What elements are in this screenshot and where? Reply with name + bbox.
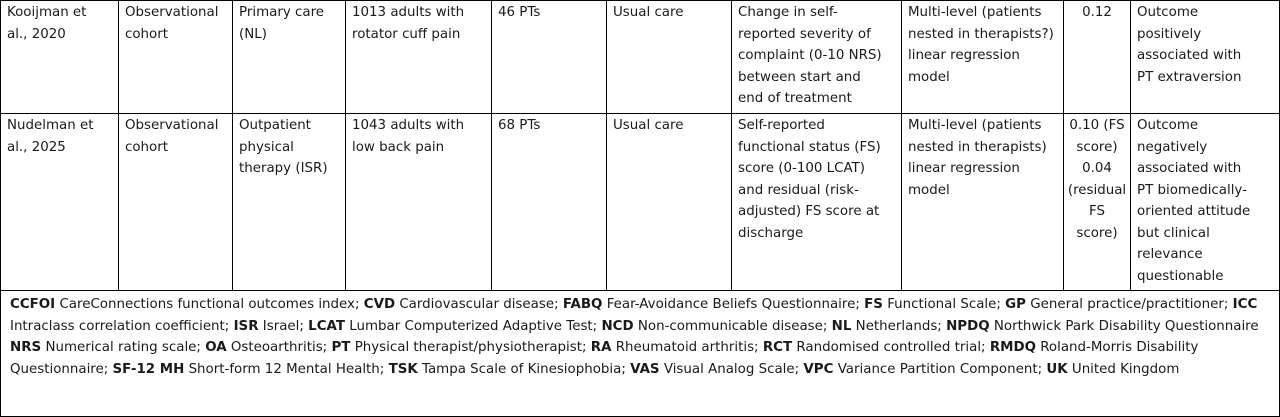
abbr-definition: Variance Partition Component; <box>837 361 1043 377</box>
finding-cell: Outcome positively associated with PT extraversion <box>1131 1 1280 114</box>
abbr-TSK <box>389 362 626 377</box>
abbr-PT <box>331 340 586 355</box>
abbr-term: PT <box>331 340 351 355</box>
abbr-definition: United Kingdom <box>1071 361 1180 377</box>
vpc-cell: 0.10 (FS score) 0.04 (residual FS score) <box>1064 114 1131 291</box>
abbr-RCT <box>763 340 986 355</box>
abbr-term: RA <box>590 340 612 355</box>
abbr-definition: Numerical rating scale; <box>45 340 201 355</box>
abbr-ISR <box>234 319 304 334</box>
table-row <box>1 114 1280 291</box>
abbr-term: NCD <box>601 318 634 334</box>
participants-cell: 1013 adults with rotator cuff pain <box>346 1 492 114</box>
design-cell: Observational cohort <box>119 114 233 291</box>
setting-cell: Primary care (NL) <box>233 1 346 114</box>
abbr-definition: Israel; <box>262 318 304 334</box>
outcome-cell: Change in self- reported severity of complaint (0-10 NRS) between start and end of treatment <box>732 1 902 114</box>
abbr-definition: Short-form 12 Mental Health; <box>188 361 385 377</box>
abbr-definition: Tampa Scale of Kinesiophobia; <box>421 361 626 377</box>
intervention-cell: Usual care <box>607 1 732 114</box>
abbr-term: CVD <box>363 297 396 312</box>
abbr-term: CCFOI <box>10 297 56 312</box>
table-row <box>1 1 1280 114</box>
abbr-term: FS <box>864 297 883 312</box>
abbr-SF-12-MH <box>113 362 385 377</box>
abbr-definition: Functional Scale; <box>887 297 1001 312</box>
abbr-CCFOI <box>10 297 359 312</box>
abbr-LCAT <box>308 319 597 334</box>
abbr-definition: Northwick Park Disability Questionnaire <box>993 318 1259 334</box>
abbr-definition: Randomised controlled trial; <box>796 340 986 355</box>
abbr-UK <box>1046 362 1179 377</box>
intervention-cell: Usual care <box>607 114 732 291</box>
abbr-GP <box>1005 297 1228 312</box>
abbr-term: UK <box>1046 361 1068 377</box>
abbr-definition: Rheumatoid arthritis; <box>615 340 759 355</box>
analysis-cell: Multi-level (patients nested in therapists) linear regression model <box>902 114 1064 291</box>
abbr-term: NRS <box>10 340 42 355</box>
abbr-term: VPC <box>803 361 834 377</box>
abbr-VPC <box>803 362 1042 377</box>
vpc-cell: 0.12 <box>1064 1 1131 114</box>
abbr-term: TSK <box>388 361 418 377</box>
study-cell: Kooijman et al., 2020 <box>1 1 119 114</box>
abbr-definition: General practice/practitioner; <box>1030 297 1229 312</box>
abbr-definition: Netherlands; <box>855 318 942 334</box>
design-cell: Observational cohort <box>119 1 233 114</box>
abbr-term: VAS <box>630 361 660 377</box>
abbr-term: ICC <box>1232 297 1258 312</box>
abbr-term: RCT <box>762 340 793 355</box>
abbr-VAS <box>630 362 799 377</box>
abbr-term: FABQ <box>562 297 603 312</box>
therapists-cell: 68 PTs <box>492 114 607 291</box>
study-cell: Nudelman et al., 2025 <box>1 114 119 291</box>
abbr-term: SF-12 MH <box>112 361 185 377</box>
abbr-definition: CareConnections functional outcomes index; <box>59 297 360 312</box>
abbr-term: OA <box>205 340 227 355</box>
abbr-definition: Fear-Avoidance Beliefs Questionnaire; <box>606 297 860 312</box>
abbr-definition: Roland-Morris Disability Questionnaire; <box>10 340 1199 377</box>
abbr-definition: Osteoarthritis; <box>230 340 328 355</box>
abbr-FS <box>864 297 1001 312</box>
abbr-NPDQ <box>946 319 1259 334</box>
abbr-term: GP <box>1005 297 1026 312</box>
abbr-definition: Physical therapist/physiotherapist; <box>354 340 587 355</box>
abbr-NCD <box>601 319 827 334</box>
setting-cell: Outpatient physical therapy (ISR) <box>233 114 346 291</box>
abbr-definition: Visual Analog Scale; <box>663 361 800 377</box>
finding-cell: Outcome negatively associated with PT biomedically- oriented attitude but clinical relevance questionable <box>1131 114 1280 291</box>
abbr-term: NPDQ <box>946 318 990 334</box>
abbr-term: ISR <box>233 318 259 334</box>
abbr-CVD <box>364 297 559 312</box>
abbr-OA <box>205 340 327 355</box>
abbr-term: NL <box>831 318 852 334</box>
abbr-term: LCAT <box>308 318 345 334</box>
analysis-cell: Multi-level (patients nested in therapists?) linear regression model <box>902 1 1064 114</box>
outcome-cell: Self-reported functional status (FS) score (0-100 LCAT) and residual (risk- adjusted) FS score at discharge <box>732 114 902 291</box>
therapists-cell: 46 PTs <box>492 1 607 114</box>
abbreviations-row <box>1 291 1280 417</box>
abbr-NL <box>832 319 942 334</box>
abbr-definition: Cardiovascular disease; <box>399 297 559 312</box>
abbr-RA <box>591 340 759 355</box>
abbr-FABQ <box>563 297 860 312</box>
abbr-NRS <box>10 340 201 355</box>
abbr-definition: Lumbar Computerized Adaptive Test; <box>349 318 598 334</box>
participants-cell: 1043 adults with low back pain <box>346 114 492 291</box>
abbr-term: RMDQ <box>989 340 1036 355</box>
abbr-definition: Intraclass correlation coefficient; <box>10 318 230 334</box>
abbr-definition: Non-communicable disease; <box>637 318 828 334</box>
abbreviations-footnote <box>1 291 1280 417</box>
